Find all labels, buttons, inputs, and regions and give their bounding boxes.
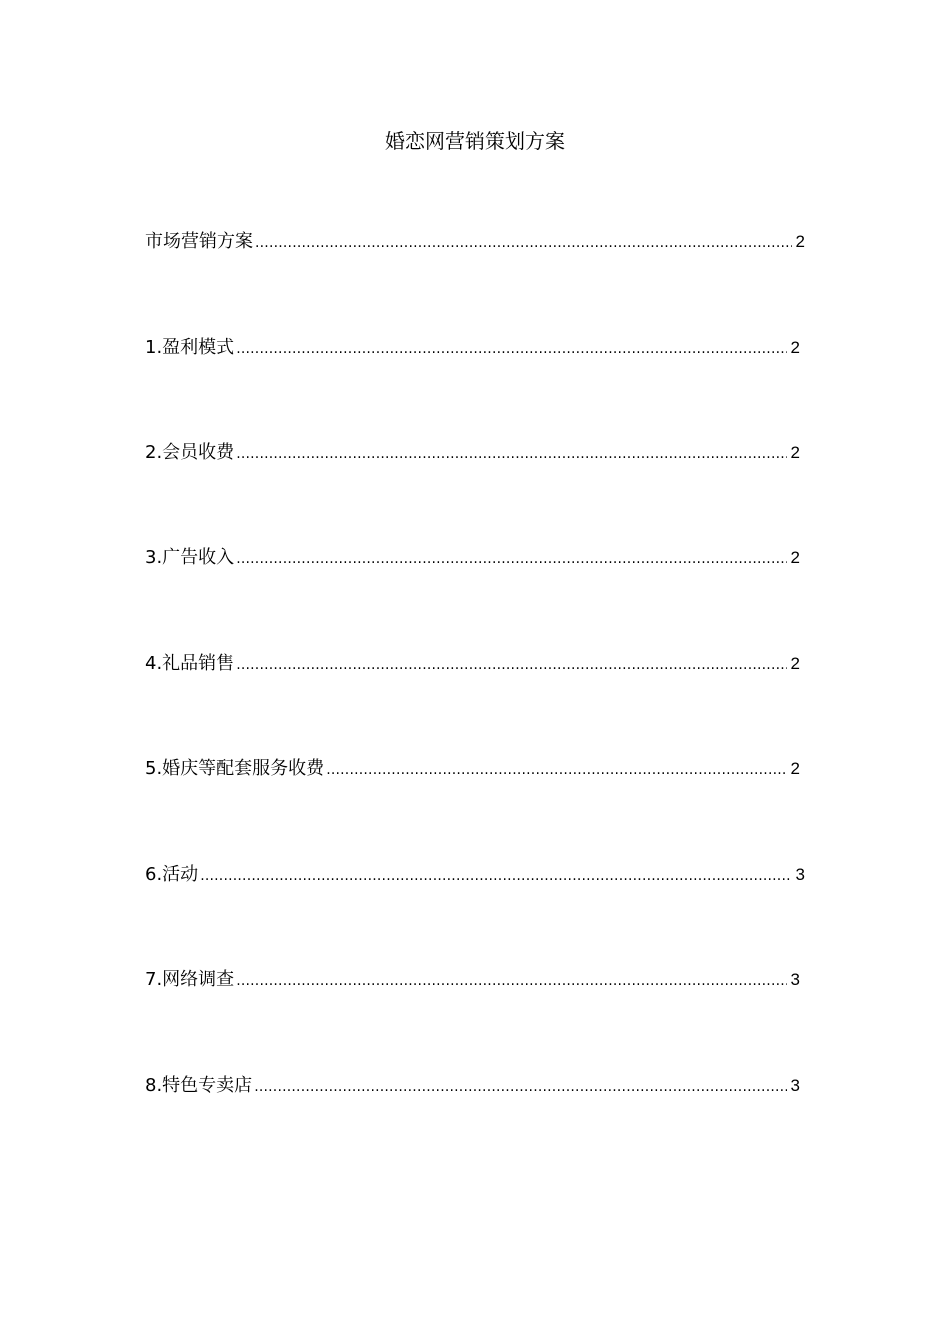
toc-entry-activities[interactable] — [145, 862, 805, 889]
toc-entry-label: 1.盈利模式 — [145, 337, 235, 358]
toc-entry-online-survey[interactable] — [145, 967, 800, 994]
toc-entry-label: 2.会员收费 — [145, 442, 235, 463]
toc-page-number: 3 — [790, 1076, 800, 1095]
toc-page-number: 2 — [790, 654, 800, 673]
toc-entry-market-plan[interactable] — [145, 229, 805, 256]
toc-entry-label: 5.婚庆等配套服务收费 — [145, 758, 325, 779]
toc-entry-gift-sales[interactable] — [145, 651, 800, 678]
toc-page-number: 2 — [790, 548, 800, 567]
document-title: 婚恋网营销策划方案 — [385, 129, 565, 153]
toc-leader-dots — [236, 652, 786, 678]
toc-entry-label: 4.礼品销售 — [145, 653, 235, 674]
toc-page-number: 2 — [795, 232, 805, 251]
toc-page-number: 2 — [790, 443, 800, 462]
toc-entry-label: 7.网络调查 — [145, 969, 235, 990]
toc-leader-dots — [236, 441, 786, 467]
toc-entry-label: 市场营销方案 — [145, 231, 253, 252]
toc-entry-label: 8.特色专卖店 — [145, 1075, 253, 1096]
toc-leader-dots — [236, 546, 786, 572]
toc-page-number: 3 — [795, 865, 805, 884]
toc-entry-profit-model[interactable] — [145, 335, 800, 362]
toc-page-number: 2 — [790, 338, 800, 357]
toc-entry-membership-fee[interactable] — [145, 440, 800, 467]
toc-entry-label: 3.广告收入 — [145, 547, 235, 568]
toc-leader-dots — [200, 863, 791, 889]
toc-entry-label: 6.活动 — [145, 864, 199, 885]
toc-entry-wedding-services[interactable] — [145, 756, 800, 783]
toc-leader-dots — [255, 230, 792, 256]
toc-leader-dots — [326, 757, 786, 783]
toc-page-number: 2 — [790, 759, 800, 778]
toc-leader-dots — [236, 968, 786, 994]
toc-entry-specialty-store[interactable] — [145, 1073, 800, 1100]
toc-entry-ad-revenue[interactable] — [145, 545, 800, 572]
toc-leader-dots — [236, 336, 786, 362]
toc-page-number: 3 — [790, 970, 800, 989]
toc-leader-dots — [254, 1074, 786, 1100]
